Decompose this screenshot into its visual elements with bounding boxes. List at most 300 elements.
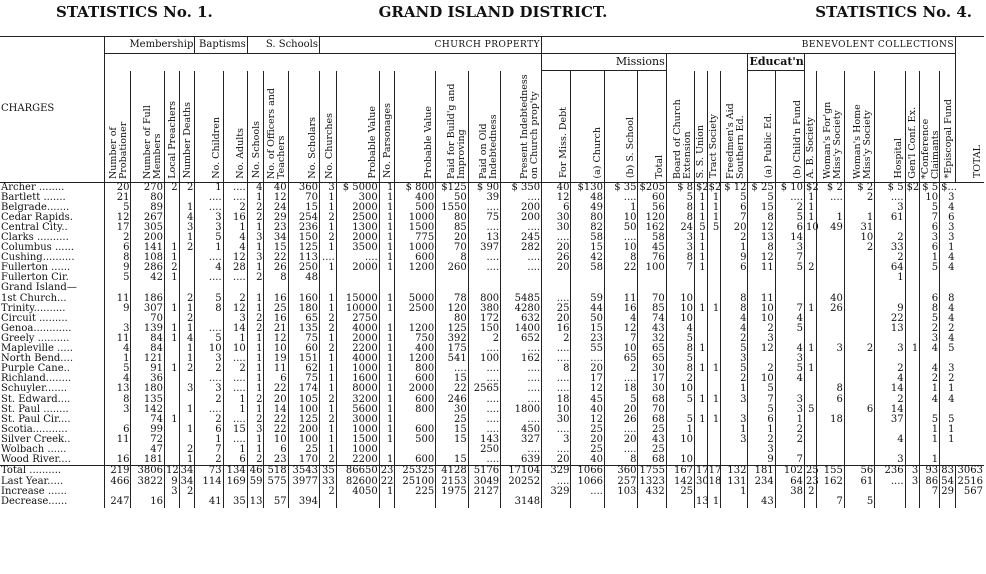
stat-cell [805,497,817,507]
stat-cell: 30 [542,223,571,233]
stat-cell: 36 [131,374,165,384]
stat-cell: 3 [905,477,920,487]
stat-cell: 1 [379,193,395,203]
stat-cell: 1 [379,263,395,273]
stat-cell: 5 [775,213,804,223]
stat-cell: 2 [105,233,131,243]
stat-cell: 10 [920,193,940,203]
stat-cell: 162 [816,477,844,487]
stat-cell: .... [195,324,223,334]
stat-cell: 1 [695,243,708,253]
column-header-label: Woman's For'gn Miss'y Society [821,101,843,179]
stat-cell: 23 [380,465,394,477]
charge-name: St. Paul Cir.... [1,413,71,425]
stat-cell: 120 [436,304,468,314]
stat-cell: 25 [571,445,605,455]
charge-name: Last Year..... [1,475,64,487]
stat-cell: 3 [542,435,571,445]
header-left: STATISTICS No. 1. [56,3,213,21]
stat-cell: $ 8 [666,182,694,193]
charge-name: Scotia........... [1,423,68,435]
stat-cell: 5 [195,294,223,304]
stat-cell: 162 [501,354,542,364]
column-header-label: For Miss. Debt [558,107,570,179]
stat-cell: 31 [844,223,874,233]
stat-cell: 8 [666,253,694,263]
stat-cell: 5 [105,203,131,213]
stat-cell: 5 [707,223,721,233]
stat-cell: 236 [875,466,905,477]
stat-cell: 1 [920,384,940,394]
charge-name: Richland........ [1,373,72,385]
stat-cell: 5 [775,364,804,374]
column-header-label: No. of Officers and Teachers [265,87,287,179]
column-header [179,71,195,183]
stat-cell: 3 [195,213,223,223]
stat-cell: 1000 [336,364,379,374]
stat-cell: 2 [320,487,337,497]
stat-cell: 80 [436,314,468,324]
stat-cell: 43 [638,324,666,334]
stat-cell [905,213,920,223]
stat-cell: 6 [721,203,748,213]
stat-cell: 45 [638,243,666,253]
stat-cell: 1 [805,364,817,374]
stat-cell: 1 [707,364,721,374]
stat-cell: 254 [288,213,319,223]
stat-cell: 40 [571,405,605,415]
stat-cell: 16 [264,314,288,324]
stat-cell: 9 [105,304,131,314]
stat-cell [844,364,874,374]
stat-cell: 142 [131,405,165,415]
stat-cell: 1 [379,435,395,445]
stat-cell: .... [223,384,247,394]
stat-cell: 34 [264,233,288,243]
stat-cell [816,233,844,243]
stat-cell: 4 [920,364,940,374]
stat-cell: 3 [816,344,844,354]
stat-cell: 432 [638,487,666,497]
stat-cell: 600 [395,374,436,384]
column-header [956,71,985,183]
stat-cell: 270 [131,182,165,193]
column-header-label: No. Children [210,116,222,179]
stat-cell [844,374,874,384]
stat-cell [721,455,748,466]
stat-cell: 1 [379,334,395,344]
charge-name: Mapleville ..... [1,343,73,355]
stat-cell: 1 [247,384,264,394]
charge-name: 1st Church... [1,292,67,304]
column-header-label: Local Preachers [166,100,178,179]
stat-cell: .... [816,193,844,203]
stat-cell [695,425,708,435]
stat-cell [164,455,179,466]
stat-cell: 5 [721,344,748,354]
stat-cell: 23 [571,334,605,344]
column-header-label: Freedmen's Aid Southern Ed. [725,102,747,179]
stat-cell: 600 [395,455,436,466]
stat-cell: 15 [436,455,468,466]
stat-cell: 2 [320,213,337,223]
stat-cell: 6 [105,425,131,435]
stat-cell: 5485 [501,294,542,304]
stat-cell: 28 [223,263,247,273]
stat-cell: 15 [436,435,468,445]
stat-cell: 40 [816,294,844,304]
stat-cell: 82 [571,223,605,233]
stat-cell: 12 [571,384,605,394]
stat-cell: 8 [542,364,571,374]
stat-cell: 397 [468,243,500,253]
stat-cell: 102 [775,466,804,477]
stat-cell: 15 [288,203,319,213]
stat-cell: 1 [805,193,817,203]
stat-cell: 1 [920,455,940,466]
stat-cell: 1 [247,243,264,253]
stat-cell: 4 [721,324,748,334]
stat-cell: .... [501,263,542,273]
column-header [264,71,288,183]
stat-cell [395,497,436,507]
stat-cell: 7 [775,455,804,466]
stat-cell: 1 [721,425,748,435]
column-header-label: TOTAL [972,145,983,179]
stat-cell: .... [571,354,605,364]
stat-cell: 3 [247,253,264,263]
stat-cell: 518 [264,466,288,477]
stat-cell: 750 [395,334,436,344]
stat-cell: 1 [920,253,940,263]
stat-cell: 1 [195,435,223,445]
stat-cell: 1 [695,213,708,223]
column-header-label: Woman's Home Miss'y Society [852,103,874,179]
stat-cell: 2 [666,374,694,384]
stat-cell [164,497,179,507]
stat-cell: 3 [875,455,905,466]
stat-cell: 567 [956,487,985,497]
stat-cell: 1 [379,203,395,213]
stat-cell: 3000 [336,415,379,425]
stat-cell: 2 [604,364,638,374]
column-header-label: Number Deaths [182,102,194,179]
stat-cell [695,455,708,466]
stat-cell: 17 [696,465,709,477]
stat-cell: 20 [604,435,638,445]
stat-cell: 22 [264,384,288,394]
stat-cell [436,273,468,283]
stat-cell: 1 [695,415,708,425]
charge-name: Circuit ......... [1,312,68,324]
stat-cell: 8 [105,253,131,263]
stat-cell: 5 [105,273,131,283]
stat-cell: 1 [379,374,395,384]
stat-cell: 2500 [336,213,379,223]
statistics-table [0,36,984,508]
stat-cell: 6 [542,203,571,213]
stat-cell: 1300 [336,223,379,233]
stat-cell: 1755 [639,465,665,477]
stat-cell: .... [501,253,542,263]
stat-cell: 42 [131,273,165,283]
stat-cell: .... [468,364,500,374]
stat-cell: 41 [195,497,223,507]
stat-cell: 26 [816,304,844,314]
stat-cell [905,193,920,203]
column-header-label: S. S. Union [695,125,707,179]
stat-cell: .... [542,384,571,394]
stat-cell: 250 [288,263,319,273]
stat-cell: 60 [288,344,319,354]
stat-cell: 1 [164,324,179,334]
stat-cell: 1 [695,364,708,374]
stat-cell: 1 [164,364,179,374]
column-header [336,71,379,183]
stat-cell: 1400 [501,324,542,334]
stat-cell: 2 [247,455,264,466]
column-header [844,71,874,183]
stat-cell [875,487,905,497]
charge-name: Silver Creek.. [1,433,71,445]
column-header [542,71,571,183]
stat-cell: 392 [436,334,468,344]
stat-cell: 7 [920,213,940,223]
stat-cell: 75 [468,213,500,223]
stat-cell: 20 [571,364,605,374]
stat-cell: 6 [264,374,288,384]
stat-cell: 4 [920,344,940,354]
stat-cell: .... [223,193,247,203]
table-row [0,273,984,283]
stat-cell: 25 [806,465,819,477]
stat-cell: 9 [164,477,179,487]
stat-cell: 1 [775,415,804,425]
stat-cell: 8 [666,213,694,223]
stat-cell: 56 [638,203,666,213]
stat-cell: 2 [179,243,195,253]
stat-cell: 10 [264,344,288,354]
stat-cell: 21 [105,193,131,203]
stat-cell: 58 [571,263,605,273]
stat-cell: 3 [775,405,804,415]
stat-cell: 1 [721,487,748,497]
stat-cell: .... [542,233,571,243]
stat-cell: 1 [695,253,708,263]
stat-cell [164,283,179,293]
stat-cell: $... [941,181,958,193]
stat-cell: 25 [571,425,605,435]
stat-cell: 85 [638,304,666,314]
stat-cell: 20252 [501,477,542,487]
stat-cell: 200 [288,425,319,435]
stat-cell: 99 [131,425,165,435]
stat-cell: 108 [131,253,165,263]
stat-cell: 121 [131,354,165,364]
stat-cell: 1 [695,304,708,314]
stat-cell: $ 350 [501,182,542,193]
stat-cell: 12 [105,213,131,223]
stat-cell: 360 [288,182,319,193]
stat-cell: 20 [264,394,288,404]
stat-cell: 8 [816,384,844,394]
stat-cell: 75 [288,334,319,344]
stat-cell: 1 [379,384,395,394]
stat-cell: 1 [707,304,721,314]
stat-cell: 2 [179,182,195,193]
stat-cell [164,203,179,213]
stat-cell: 132 [721,466,748,477]
charge-name: Central City.. [1,221,68,233]
stat-cell: 5176 [468,466,500,477]
stat-cell: 1 [320,263,337,273]
stat-cell: 30 [436,405,468,415]
stat-cell: 10 [666,455,694,466]
stat-cell: 19 [264,354,288,364]
stat-cell: 25325 [395,466,436,477]
stat-cell [844,283,874,293]
stat-cell: 2 [320,394,337,404]
stat-cell: 4 [940,394,956,404]
charge-name: Greely .......... [1,332,70,344]
stat-cell: 10 [195,344,223,354]
stat-cell: 2 [179,445,195,455]
stat-cell: 169 [223,477,247,487]
stat-cell: 1 [320,405,337,415]
stat-cell [501,273,542,283]
stat-cell: 151 [288,354,319,364]
column-header-label: A. B. Society [805,117,817,179]
stat-cell: 2 [940,324,956,334]
stat-cell [179,263,195,273]
stat-cell: 50 [571,314,605,324]
stat-cell: 5 [748,384,775,394]
stat-cell: 12 [165,465,179,477]
stat-cell: 600 [395,425,436,435]
stat-cell: 2 [775,435,804,445]
stat-cell: 20 [436,233,468,243]
stat-cell: 2 [320,455,337,466]
stat-cell [905,405,920,415]
stat-cell: 20 [542,314,571,324]
stat-cell: .... [468,415,500,425]
stat-cell: 5 [666,415,694,425]
column-header-label: No. Schools [251,121,263,179]
stat-cell: 2000 [336,263,379,273]
column-header [501,71,542,183]
table-row [0,455,984,466]
column-header [105,71,131,183]
stat-cell: .... [468,425,500,435]
stat-cell [805,243,817,253]
charge-name: Total .......... [0,466,105,477]
stat-cell: 1 [179,324,195,334]
stat-cell: 100 [468,354,500,364]
charge-name: Wolbach ...... [1,443,67,455]
stat-cell: 1066 [571,466,605,477]
stat-cell [695,384,708,394]
stat-cell: 17 [571,374,605,384]
stat-cell: 400 [395,193,436,203]
stat-cell: 12 [604,324,638,334]
stat-cell: 236 [288,223,319,233]
stat-cell [816,425,844,435]
charge-name: Grand Island— [1,282,77,294]
stat-cell: 1 [320,294,337,304]
stat-cell: .... [223,415,247,425]
charge-name: Increase ...... [1,486,67,498]
stat-cell: 5 [775,324,804,334]
stat-cell [707,283,721,293]
stat-cell: 1 [164,243,179,253]
stat-cell: 1 [164,253,179,263]
stat-cell: 11 [105,334,131,344]
column-header-label: Present Indebtedness on Church prop'ty [519,73,541,179]
stat-cell: .... [542,374,571,384]
stat-cell: .... [195,374,223,384]
stat-cell: 7 [604,334,638,344]
stat-cell [905,354,920,364]
stat-cell [905,223,920,233]
stat-cell: .... [501,344,542,354]
stat-cell: 3 [195,354,223,364]
stat-cell: 10 [666,294,694,304]
stat-cell: 46 [247,466,264,477]
stat-cell: .... [604,233,638,243]
stat-cell: 1600 [336,374,379,384]
stat-cell [905,203,920,213]
stat-cell [707,263,721,273]
stat-cell: 8 [604,455,638,466]
totals-row [0,497,984,507]
stat-cell: 3200 [336,394,379,404]
stat-cell: 11 [105,294,131,304]
stat-cell: 20 [542,243,571,253]
stat-cell: 632 [501,314,542,324]
stat-cell [844,435,874,445]
stat-cell: 8 [721,294,748,304]
stat-cell [775,283,804,293]
stat-cell [905,324,920,334]
stat-cell: .... [875,193,905,203]
stat-cell: 1 [320,223,337,233]
stat-cell: .... [501,364,542,374]
stat-cell: 86650 [336,466,379,477]
stat-cell: 7 [775,253,804,263]
stat-cell: 5 [604,394,638,404]
stat-cell: 4 [920,394,940,404]
stat-cell: 2565 [468,384,500,394]
stat-cell: $ 90 [468,182,500,193]
stat-cell: 40 [542,182,571,193]
stat-cell: .... [604,445,638,455]
stat-cell: 2 [844,344,874,354]
stat-cell: .... [468,394,500,404]
stat-cell: 80 [436,213,468,223]
stat-cell: 1 [223,223,247,233]
stat-cell: 1 [379,394,395,404]
stat-cell: 20 [542,455,571,466]
stat-cell: 38 [775,487,804,497]
stat-cell [542,497,571,507]
stat-cell [816,253,844,263]
stat-cell [816,324,844,334]
stat-cell: .... [223,273,247,283]
table-row [0,324,984,334]
column-header-label: No. Scholars [307,116,318,179]
stat-cell: 2 [223,294,247,304]
stat-cell: 1 [320,435,337,445]
